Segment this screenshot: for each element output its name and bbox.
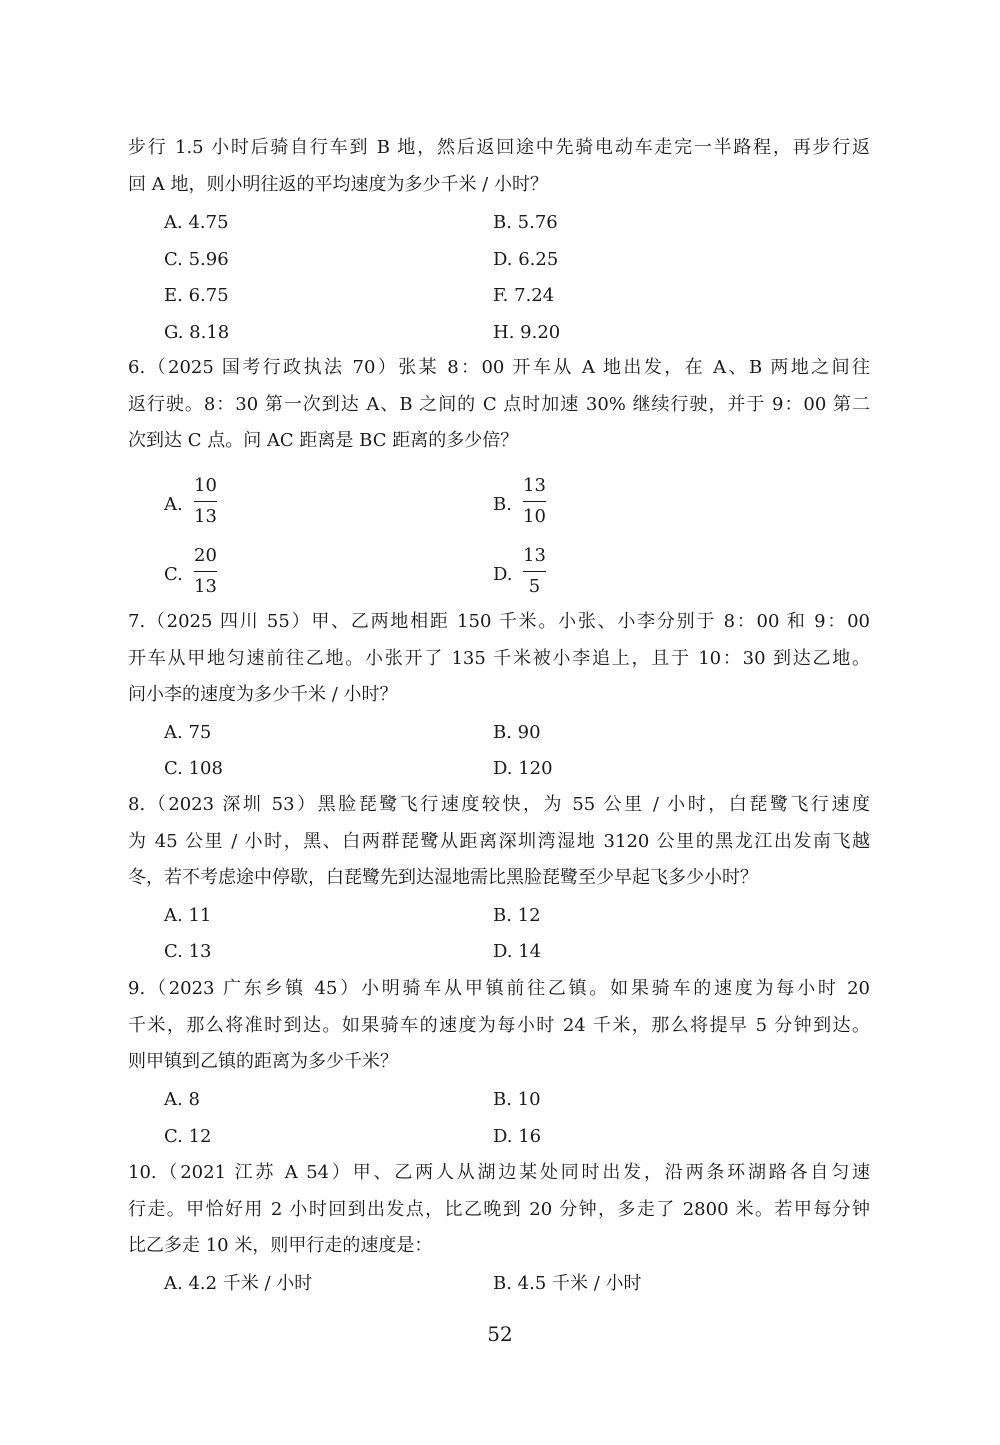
text-line: 步行 1.5 小时后骑自行车到 B 地，然后返回途中先骑电动车走完一半路程，再步行返 <box>128 137 870 158</box>
fraction <box>194 543 217 600</box>
q7-option-b: B. 90 <box>493 722 541 743</box>
q8-option-b: B. 12 <box>493 905 541 926</box>
text-line: 千米，那么将准时到达。如果骑车的速度为每小时 24 千米，那么将提早 5 分钟到达。 <box>128 1014 870 1036</box>
q7-option-a: A. 75 <box>164 722 212 743</box>
text-line: 则甲镇到乙镇的距离为多少千米？ <box>128 1051 398 1072</box>
text-line: 问小李的速度为多少千米 / 小时？ <box>128 684 398 705</box>
numerator: 10 <box>194 475 217 496</box>
q5-option-h: H. 9.20 <box>493 322 561 343</box>
text-line: 开车从甲地匀速前往乙地。小张开了 135 千米被小李追上，且于 10：30 到达乙地。 <box>128 647 870 669</box>
fraction <box>194 473 217 530</box>
q8-stem <box>128 787 870 897</box>
fraction-bar <box>194 501 217 502</box>
q9-stem <box>128 971 870 1081</box>
option-label: A. <box>164 494 183 515</box>
denominator: 13 <box>194 576 217 597</box>
text-line: 行走。甲恰好用 2 小时回到出发点，比乙晚到 20 分钟，多走了 2800 米。若甲每分钟 <box>128 1198 870 1220</box>
q9-option-d: D. 16 <box>493 1126 542 1147</box>
q5-option-d: D. 6.25 <box>493 249 559 270</box>
q5-option-g: G. 8.18 <box>164 322 230 343</box>
q9-option-c: C. 12 <box>164 1126 212 1147</box>
q9-option-a: A. 8 <box>164 1089 200 1110</box>
q5-stem <box>128 130 870 203</box>
text-line: 7.（2025 四川 55）甲、乙两地相距 150 千米。小张、小李分别于 8：00 和 9：00 <box>128 611 870 632</box>
q5-option-f: F. 7.24 <box>493 285 555 306</box>
numerator: 13 <box>523 545 546 566</box>
q7-option-c: C. 108 <box>164 758 223 779</box>
q8-option-a: A. 11 <box>164 905 212 926</box>
q6-stem <box>128 350 870 460</box>
text-line: 10.（2021 江苏 A 54）甲、乙两人从湖边某处同时出发，沿两条环湖路各自匀速 <box>128 1162 870 1183</box>
fraction <box>523 473 546 530</box>
page-number: 52 <box>487 1322 513 1346</box>
q5-option-e: E. 6.75 <box>164 285 229 306</box>
option-label: D. <box>493 564 513 585</box>
q10-option-a: A. 4.2 千米 / 小时 <box>164 1273 313 1294</box>
text-line: 6.（2025 国考行政执法 70）张某 8：00 开车从 A 地出发，在 A、B 两地之间往 <box>128 357 870 378</box>
q7-stem <box>128 604 870 714</box>
q10-stem <box>128 1155 870 1265</box>
q10-option-b: B. 4.5 千米 / 小时 <box>493 1273 642 1294</box>
denominator: 5 <box>528 576 541 597</box>
q5-option-c: C. 5.96 <box>164 249 229 270</box>
q7-option-d: D. 120 <box>493 758 553 779</box>
denominator: 13 <box>194 506 217 527</box>
text-line: 冬，若不考虑途中停歇，白琵鹭先到达湿地需比黑脸琵鹭至少早起飞多少小时？ <box>128 867 758 888</box>
text-line: 为 45 公里 / 小时，黑、白两群琵鹭从距离深圳湾湿地 3120 公里的黑龙江出发南飞越 <box>128 830 870 852</box>
q5-option-b: B. 5.76 <box>493 212 558 233</box>
fraction-bar <box>523 501 546 502</box>
text-line: 9.（2023 广东乡镇 45）小明骑车从甲镇前往乙镇。如果骑车的速度为每小时 20 <box>128 978 870 999</box>
q5-option-a: A. 4.75 <box>164 212 229 233</box>
q8-option-d: D. 14 <box>493 941 542 962</box>
denominator: 10 <box>523 506 546 527</box>
text-line: 返行驶。8：30 第一次到达 A、B 之间的 C 点时加速 30% 继续行驶，并于 9：00 第二 <box>128 393 870 415</box>
option-label: B. <box>493 494 512 515</box>
numerator: 13 <box>523 475 546 496</box>
fraction-bar <box>194 571 217 572</box>
fraction-bar <box>523 571 546 572</box>
text-line: 次到达 C 点。问 AC 距离是 BC 距离的多少倍？ <box>128 430 519 451</box>
text-line: 8.（2023 深圳 53）黑脸琵鹭飞行速度较快，为 55 公里 / 小时，白琵鹭飞行速度 <box>128 794 870 815</box>
text-line: 比乙多走 10 米，则甲行走的速度是： <box>128 1235 433 1256</box>
q8-option-c: C. 13 <box>164 941 212 962</box>
numerator: 20 <box>194 545 217 566</box>
fraction <box>523 543 546 600</box>
option-label: C. <box>164 564 183 585</box>
q9-option-b: B. 10 <box>493 1089 541 1110</box>
text-line: 回 A 地，则小明往返的平均速度为多少千米 / 小时？ <box>128 173 548 195</box>
